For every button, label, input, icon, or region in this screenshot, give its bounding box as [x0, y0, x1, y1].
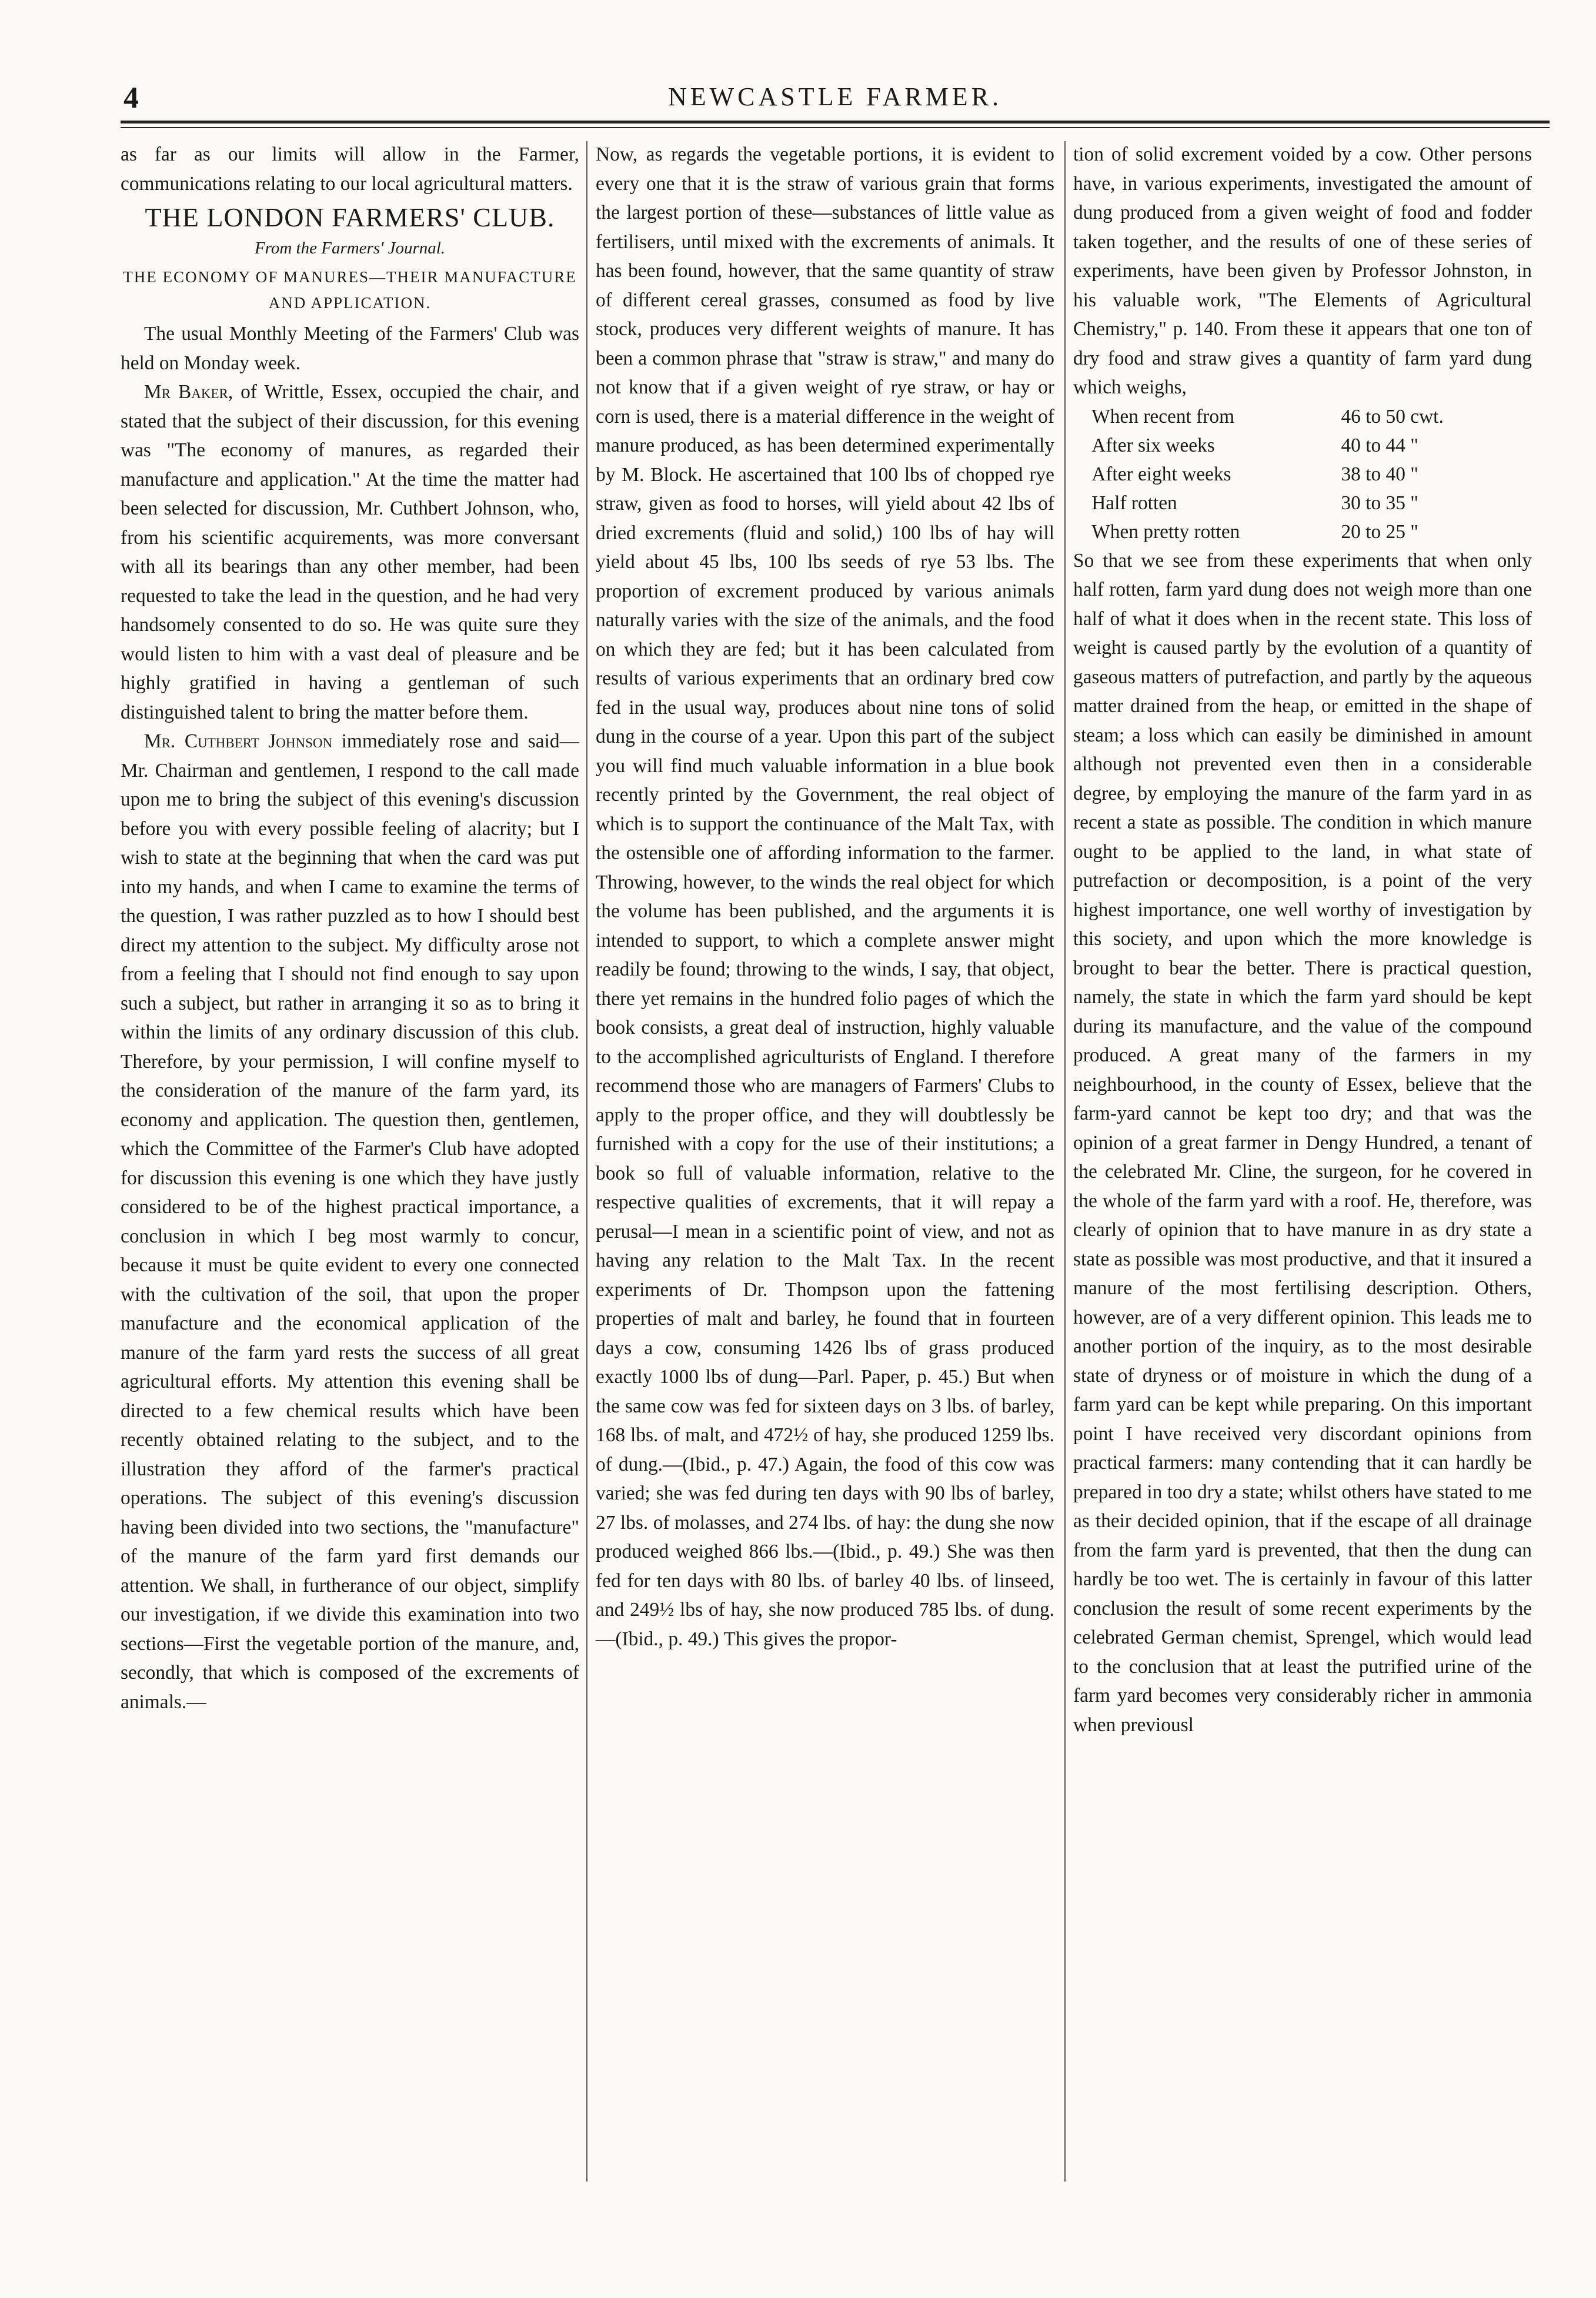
paragraph-text: of Writtle, Essex, occupied the chair, and stated that the subject of their discussion, for this evening was "The economy of manures, as regarded their manufacture and application." At the time the matter had been selected for discussion, Mr. Cuthbert Johnson, who, from his scientific acquirements, was more conversant with all its bearings than any other member, had been requested to take the lead in the question, and he had very handsomely consented to do so. He was quite sure they would listen to him with a vast deal of pleasure and be highly gratified in having a gentleman of such distinguished talent to bring the matter before them. — [121, 381, 580, 723]
page-header — [123, 79, 1547, 121]
table-row: Half rotten 30 to 35 " — [1091, 492, 1418, 514]
paragraph-vegetable-portions: Now, as regards the vegetable portions, it is evident to every one that it is the straw of various grain that forms the largest portion of these—substances of little value as fertilisers, until mixed with the excrements of animals. It has been found, however, that the same quantity of straw of different cereal grasses, consumed as food by live stock, produces very different weights of manure. It has been a common phrase that "straw is straw," and many do not know that if a given weight of rye straw, or hay or corn is used, there is a material difference in the weight of manure produced, as has been determined experimentally by M. Block. He ascertained that 100 lbs of chopped rye straw, given as food to horses, will yield about 42 lbs of dried excrements (fluid and solid,) 100 lbs of hay will yield about 45 lbs, 100 lbs seeds of rye 53 lbs. The proportion of excrement produced by various animals naturally varies with the size of the animals, and the food on which they are fed; but it has been calculated from results of various experiments that an ordinary bred cow fed in the usual way, produces about nine tons of solid dung in the course of a year. Upon this part of the subject you will find much valuable information in a blue book recently printed by the Government, the real object of which is to support the continuance of the Malt Tax, with the ostensible one of affording information to the farmer. Throwing, however, to the winds the real object for which the volume has been published, and the arguments it is intended to support, to which a complete answer might readily be found; throwing to the winds, I say, that object, there yet remains in the hundred folio pages of which the book consists, a great deal of instruction, highly valuable to the accomplished agriculturists of England. I therefore recommend those who are managers of Farmers' Clubs to apply to the proper office, and they will doubtlessly be furnished with a copy for the use of their institutions; a book so full of valuable information, relative to the respective qualities of excrements, that it will repay a perusal—I mean in a scientific point of view, and not as having any relation to the Malt Tax. In the recent experiments of Dr. Thompson upon the fattening properties of malt and barley, he found that in fourteen days a cow, consuming 1426 lbs of grass produced exactly 1000 lbs of dung—Parl. Paper, p. 45.) But when the same cow was fed for sixteen days on 3 lbs. of barley, 168 lbs. of malt, and 472½ of hay, she produced 1259 lbs. of dung.—(Ibid., p. 47.) Again, the food of this cow was varied; she was fed during ten days with 90 lbs of barley, 27 lbs. of molasses, and 274 lbs. of hay: the dung she now produced weighed 866 lbs.—(Ibid., p. 49.) She was then fed for ten days with 80 lbs. of barley 40 lbs. of linseed, and 249½ lbs of hay, she now produced 785 lbs. of dung. —(Ibid., p. 49.) This gives the propor- — [596, 143, 1054, 1650]
running-head: NEWCASTLE FARMER. — [667, 82, 1003, 111]
column-3 — [1073, 140, 1532, 1739]
page-number: 4 — [123, 81, 139, 115]
paragraph-johnson — [121, 727, 579, 1716]
header-rule-thin — [121, 127, 1550, 128]
table-row: After eight weeks 38 to 40 " — [1091, 463, 1418, 485]
column-divider-1 — [586, 141, 587, 2182]
speaker-name: Mr Baker, — [144, 381, 233, 403]
table-row: After six weeks 40 to 44 " — [1091, 434, 1418, 456]
column-1 — [121, 140, 579, 1716]
intro-paragraph: as far as our limits will allow in the Farmer, communications relating to our local agricultural matters. — [121, 143, 579, 195]
table-row: When recent from 46 to 50 cwt. — [1091, 405, 1444, 427]
article-subtitle: THE ECONOMY OF MANURES—THEIR MANUFACTURE AND APPLICATION. — [123, 268, 577, 312]
header-rule-thick — [121, 121, 1550, 123]
dung-weight-table — [1091, 402, 1514, 546]
paragraph-weight-loss: So that we see from these experiments that when only half rotten, farm yard dung does not weigh more than one half of what it does when in the recent state. This loss of weight is caused partly by the evolution of a quantity of gaseous matters of putrefaction, and partly by the aqueous matter drained from the heap, or emitted in the shape of steam; a loss which can easily be diminished in amount although not prevented even then in a considerable degree, by employing the manure of the farm yard in as recent a state as possible. The condition in which manure ought to be applied to the land, in what state of putrefaction or decomposition, is a point of the very highest importance, one well worthy of investigation by this society, and upon which the more knowledge is brought to bear the better. There is practical question, namely, the state in which the farm yard should be kept during its manufacture, and the value of the compound produced. A great many of the farmers in my neighbourhood, in the county of Essex, believe that the farm-yard cannot be kept too dry; and that was the opinion of a great farmer in Dengy Hundred, a tenant of the celebrated Mr. Cline, the surgeon, for he covered in the whole of the farm yard with a roof. He, therefore, was clearly of opinion that to have manure in as dry state a state as possible was most productive, and that it insured a manure of the most fertilising description. Others, however, are of a very different opinion. This leads me to another portion of the inquiry, as to the most desirable state of dryness or of moisture in which the dung of a farm yard can be kept while preparing. On this important point I have received very discordant opinions from practical farmers: many contending that it can hardly be prepared in too dry a state; whilst others have stated to me as their decided opinion, that if the escape of all drainage from the farm yard is prevented, that then the dung can hardly be too wet. The is certainly in favour of this latter conclusion the result of some recent experiments by the celebrated German chemist, Sprengel, which would lead to the conclusion that at least the putrified urine of the farm yard becomes very considerably richer in ammonia when previousl — [1073, 549, 1532, 1736]
column-2 — [596, 140, 1054, 1654]
table-row: When pretty rotten 20 to 25 " — [1091, 520, 1418, 543]
speaker-name: Mr. Cuthbert Johnson — [144, 730, 333, 752]
column-divider-2 — [1064, 141, 1066, 2182]
article-source: From the Farmers' Journal. — [254, 239, 446, 258]
paragraph-meeting: The usual Monthly Meeting of the Farmers' Club was held on Monday week. — [121, 323, 579, 374]
paragraph-solid-excrement: tion of solid excrement voided by a cow. Other persons have, in various experiments, investigated the amount of dung produced from a given weight of food and fodder taken together, and the results of one of these series of experiments, have been given by Professor Johnston, in his valuable work, "The Elements of Agricultural Chemistry," p. 140. From these it appears that one ton of dry food and straw gives a quantity of farm yard dung which weighs, — [1073, 143, 1532, 398]
article-title: THE LONDON FARMERS' CLUB. — [145, 202, 555, 232]
paragraph-chair — [121, 378, 579, 727]
paragraph-text: immediately rose and said—Mr. Chairman and gentlemen, I respond to the call made upon me to bring the subject of this evening's discussion before you with every possible feeling of alacrity; but I wish to state at the beginning that when the card was put into my hands, and when I came to examine the terms of the question, I was rather puzzled as to how I should best direct my attention to the subject. My difficulty arose not from a feeling that I should not find enough to say upon such a subject, but rather in arranging it so as to bring it within the limits of any ordinary discussion of this club. Therefore, by your permission, I will confine myself to the consideration of the manure of the farm yard, its economy and application. The question then, gentlemen, which the Committee of the Farmer's Club have adopted for discussion this evening is one which they have justly considered to be of the highest practical importance, a conclusion in which I beg most warmly to concur, because it must be quite evident to every one connected with the cultivation of the soil, that upon the proper manufacture and the economical application of the manure of the farm yard rests the success of all great agricultural efforts. My attention this evening shall be directed to a few chemical results which have been recently obtained relating to the subject, and to the illustration they afford of the farmer's practical operations. The subject of this evening's discussion having been divided into two sections, the "manufacture" of the manure of the farm yard first demands our attention. We shall, in furtherance of our object, simplify our investigation, if we divide this examination into two sections—First the vegetable portion of the manure, and, secondly, that which is composed of the excrements of animals.— — [121, 730, 579, 1713]
